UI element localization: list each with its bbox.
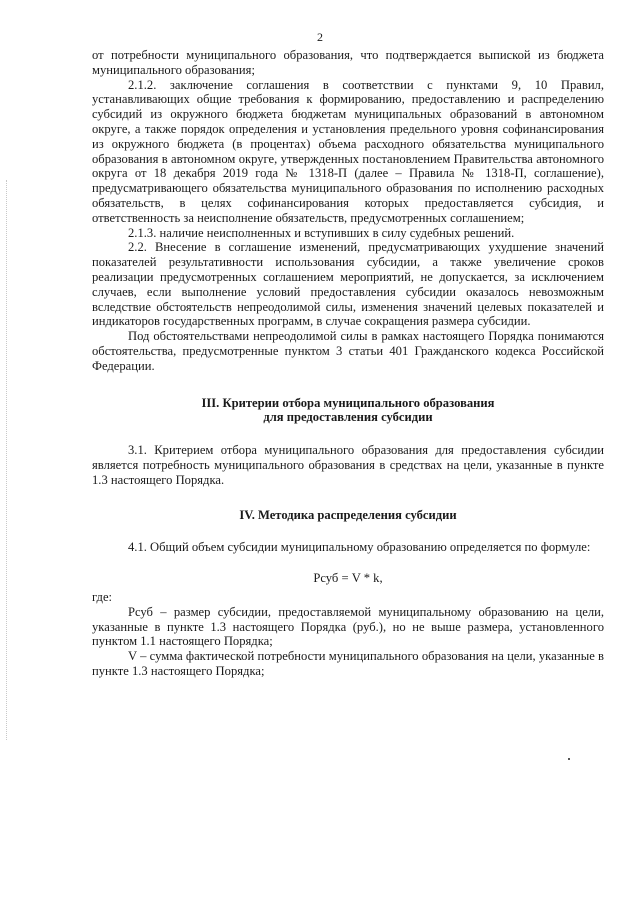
paragraph-force-majeure: Под обстоятельствами непреодолимой силы в рамках настоящего Порядка понимаются обстоятельства, предусмотренные пунктом 3 статьи 401 Гражданского кодекса Российской Федерации. bbox=[92, 329, 604, 373]
scan-edge-marks bbox=[6, 180, 9, 740]
section-3-heading-line2: для предоставления субсидии bbox=[263, 410, 433, 425]
paragraph-2-1-2: 2.1.2. заключение соглашения в соответствии с пунктами 9, 10 Правил, устанавливающих общие требования к формированию, предоставлению и распределению субсидий из окружного бюджета бюджетам муниципальных образований в автономном округе, а также порядок определения и установления предельного уровня софинансирования из окружного бюджета (в процентах) объема расходного обязательства муниципального образования в автономном округе, утвержденных постановлением Правительства автономного округа от 18 декабря 2019 года № 1318-П (далее – Правила № 1318-П, соглашение), предусматривающего обязательства муниципального образования по исполнению расходных обязательств, в целях софинансирования которых предоставляется субсидия, и ответственность за неисполнение обязательств, предусмотренных соглашением; bbox=[92, 77, 604, 225]
where-label: где: bbox=[92, 589, 113, 604]
definition-v: V – сумма фактической потребности муниципального образования на цели, указанные в пункте 1.3 настоящего Порядка; bbox=[92, 649, 604, 678]
scan-dot bbox=[568, 758, 570, 760]
section-3-heading bbox=[92, 396, 604, 426]
paragraph-2-2: 2.2. Внесение в соглашение изменений, предусматривающих ухудшение значений показателей результативности использования субсидии, а также увеличение сроков реализации предусмотренных соглашением мероприятий, не допускается, за исключением случаев, если выполнение условий предоставления субсидии оказалось невозможным вследствие обстоятельств непреодолимой силы, изменения значений целевых показателей и индикаторов государственных программ, в случае сокращения размера субсидии. bbox=[92, 240, 604, 329]
section-3-heading-line1: III. Критерии отбора муниципального образования bbox=[201, 395, 495, 410]
paragraph-continuation: от потребности муниципального образования, что подтверждается выпиской из бюджета муниципального образования; bbox=[92, 48, 604, 77]
formula: Рсуб = V * k, bbox=[313, 571, 383, 586]
paragraph-3-1: 3.1. Критерием отбора муниципального образования для предоставления субсидии является потребность муниципального образования в средствах на цели, указанные в пункте 1.3 настоящего Порядка. bbox=[92, 443, 604, 487]
paragraph-2-1-3: 2.1.3. наличие неисполненных и вступивших в силу судебных решений. bbox=[128, 225, 515, 240]
page-number: 2 bbox=[317, 30, 323, 44]
paragraph-4-1: 4.1. Общий объем субсидии муниципальному образованию определяется по формуле: bbox=[128, 540, 591, 555]
section-4-heading: IV. Методика распределения субсидии bbox=[239, 507, 457, 522]
document-body bbox=[92, 48, 604, 679]
definition-psub: Рсуб – размер субсидии, предоставляемой муниципальному образованию на цели, указанные в пункте 1.3 настоящего Порядка (руб.), но не выше размера, установленного пунктом 1.1 настоящего Порядка; bbox=[92, 604, 604, 649]
